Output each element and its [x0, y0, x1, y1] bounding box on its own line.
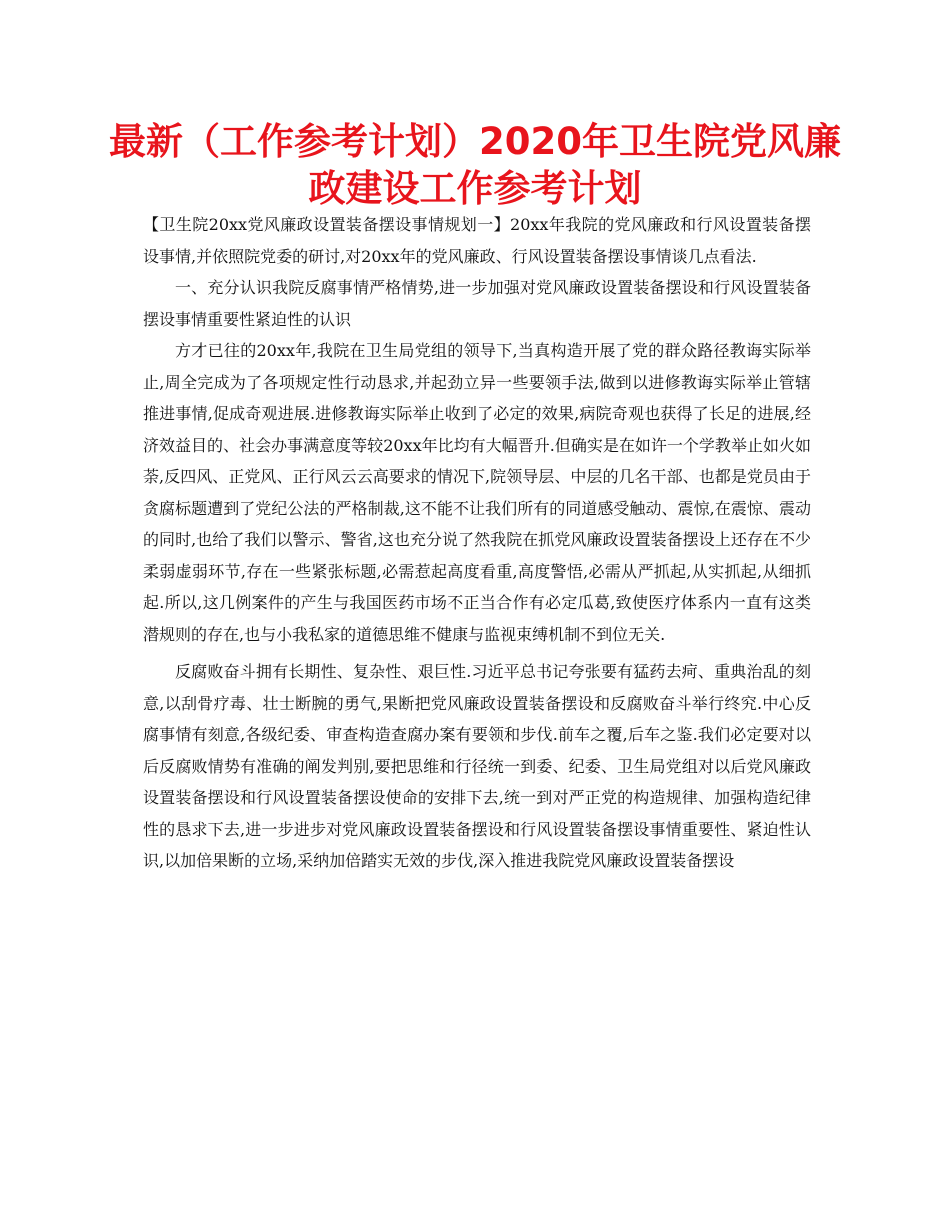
paragraph-section-heading: 一、充分认识我院反腐事情严格情势,进一步加强对党风廉政设置装备摆设和行风设置装备摆设事情重要性紧迫性的认识 [143, 278, 811, 329]
document-title: 最新（工作参考计划）2020年卫生院党风廉政建设工作参考计划 [109, 120, 841, 210]
paragraph-review: 方才已往的20xx年,我院在卫生局党组的领导下,当真构造开展了党的群众路径教诲实际举止,周全完成为了各项规定性行动恳求,并起劲立异一些要领手法,做到以进修教诲实际举止管辖推进事情,促成奇观进展.进修教诲实际举止收到了必定的效果,病院奇观也获得了长足的进展,经济效益目的、社会办事满意度等较20xx年比均有大幅晋升.但确实是在如许一个学教举止如火如荼,反四风、正党风、正行风云云高要求的情况下,院领导层、中层的几名干部、也都是党员由于贪腐标题遭到了党纪公法的严格制裁,这不能不让我们所有的同道感受触动、震惊,在震惊、震动的同时,也给了我们以警示、警省,这也充分说了然我院在抓党风廉政设置装备摆设上还存在不少柔弱虚弱环节,存在一些紧张标题,必需惹起高度看重,高度警悟,必需从严抓起,从实抓起,从细抓起.所以,这几例案件的产生与我国医药市场不正当合作有必定瓜葛,致使医疗体系内一直有这类潜规则的存在,也与小我私家的道德思维不健康与监视束缚机制不到位无关. [143, 341, 811, 644]
document-body [143, 209, 811, 877]
paragraph-intro: 【卫生院20xx党风廉政设置装备摆设事情规划一】20xx年我院的党风廉政和行风设置装备摆设事情,并依照院党委的研讨,对20xx年的党风廉政、行风设置装备摆设事情谈几点看法. [143, 215, 811, 266]
paragraph-anti-corruption: 反腐败奋斗拥有长期性、复杂性、艰巨性.习近平总书记夸张要有猛药去疴、重典治乱的刻意,以刮骨疗毒、壮士断腕的勇气,果断把党风廉政设置装备摆设和反腐败奋斗举行终究.中心反腐事情有刻意,各级纪委、审查构造查腐办案有要领和步伐.前车之覆,后车之鉴.我们必定要对以后反腐败情势有准确的阐发判别,要把思维和行径统一到委、纪委、卫生局党组对以后党风廉政设置装备摆设和行风设置装备摆设使命的安排下去,统一到对严正党的构造规律、加强构造纪律性的恳求下去,进一步进步对党风廉政设置装备摆设和行风设置装备摆设事情重要性、紧迫性认识,以加倍果断的立场,采纳加倍踏实无效的步伐,深入推进我院党风廉政设置装备摆设 [143, 662, 811, 870]
